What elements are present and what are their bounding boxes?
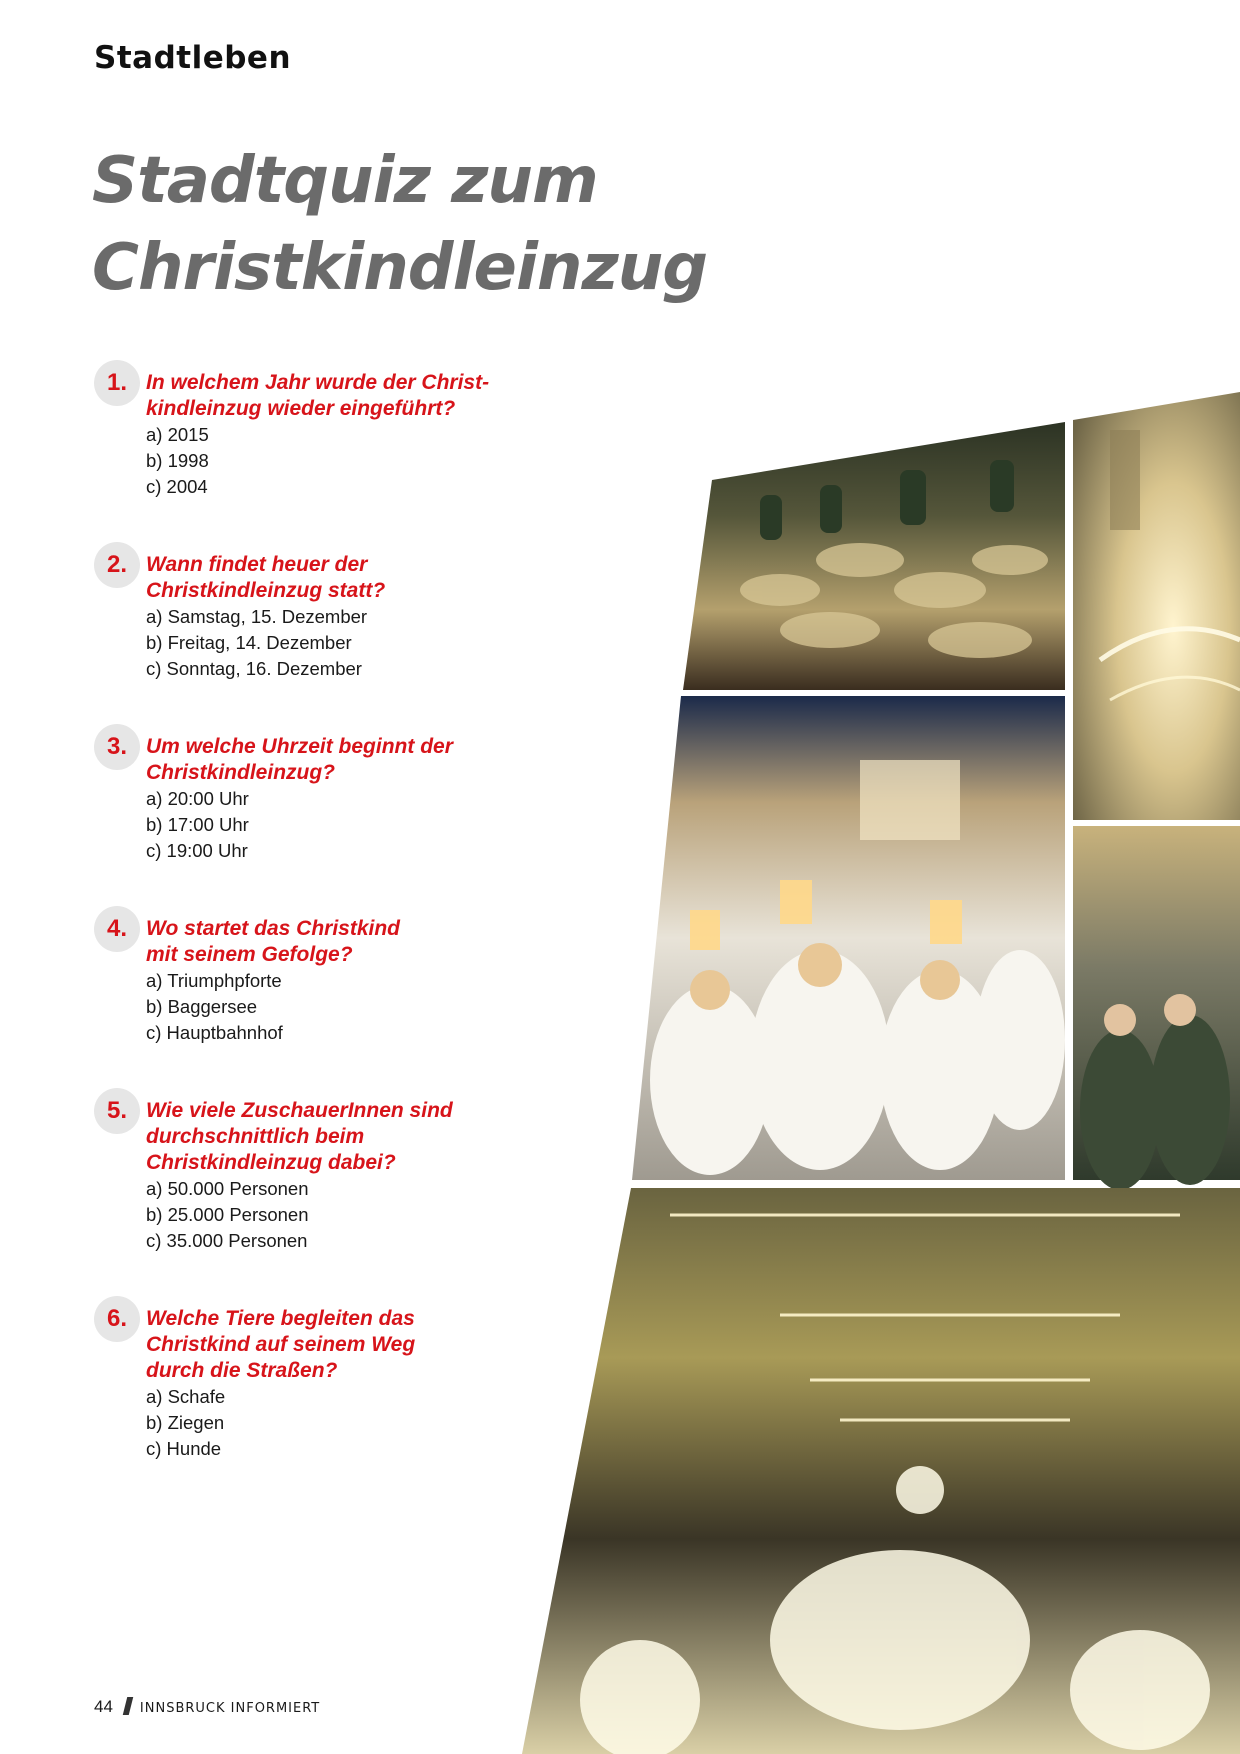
photo-angels-with-lanterns <box>632 696 1065 1180</box>
answer-options <box>146 1384 576 1462</box>
question-number-badge: 3. <box>94 724 140 770</box>
answer-option-b: b) 1998 <box>146 450 209 471</box>
answer-option-a: a) Samstag, 15. Dezember <box>146 606 368 627</box>
page-title-line-1: Stadtquiz zum <box>92 144 598 218</box>
question-text <box>146 734 576 786</box>
photo-christmas-lights-detail <box>1073 392 1240 820</box>
page-title <box>92 138 712 312</box>
question-text <box>146 370 576 422</box>
answer-option-a: a) 2015 <box>146 424 209 445</box>
page-footer <box>94 1697 320 1717</box>
question-number-badge: 4. <box>94 906 140 952</box>
question-text <box>146 916 576 968</box>
answer-options <box>146 968 576 1046</box>
question-line: durch die Straßen? <box>146 1359 338 1382</box>
question-text <box>146 552 576 604</box>
question-line: Wann findet heuer der <box>146 553 368 576</box>
slash-divider <box>123 1697 133 1715</box>
question-line: In welchem Jahr wurde der Christ- <box>146 371 490 394</box>
question-line: Wie viele ZuschauerInnen sind <box>146 1099 453 1122</box>
answer-option-c: c) Sonntag, 16. Dezember <box>146 658 362 679</box>
question-line: durchschnittlich beim <box>146 1125 365 1148</box>
answer-option-b: b) 17:00 Uhr <box>146 814 249 835</box>
answer-option-b: b) Baggersee <box>146 996 258 1017</box>
question-line: Christkindleinzug statt? <box>146 579 386 602</box>
answer-option-a: a) Triumphpforte <box>146 970 282 991</box>
question-number-badge: 1. <box>94 360 140 406</box>
page-title-line-2: Christkindleinzug <box>92 231 708 305</box>
question-number-badge: 2. <box>94 542 140 588</box>
page-number: 44 <box>94 1697 113 1716</box>
question-number-badge: 5. <box>94 1088 140 1134</box>
question-text <box>146 1098 576 1176</box>
answer-option-b: b) Freitag, 14. Dezember <box>146 632 352 653</box>
answer-option-a: a) Schafe <box>146 1386 226 1407</box>
photo-christkind-float-street <box>522 1188 1240 1754</box>
answer-options <box>146 422 576 500</box>
answer-option-c: c) Hauptbahnhof <box>146 1022 283 1043</box>
photo-shepherd-children <box>1073 826 1240 1190</box>
question-text <box>146 1306 576 1384</box>
answer-option-a: a) 20:00 Uhr <box>146 788 249 809</box>
answer-option-b: b) 25.000 Personen <box>146 1204 309 1225</box>
question-line: Christkindleinzug dabei? <box>146 1151 396 1174</box>
section-label: Stadtleben <box>94 40 292 76</box>
question-line: mit seinem Gefolge? <box>146 943 353 966</box>
answer-options <box>146 604 576 682</box>
question-line: Wo startet das Christkind <box>146 917 400 940</box>
answer-option-a: a) 50.000 Personen <box>146 1178 309 1199</box>
question-line: kindleinzug wieder eingeführt? <box>146 397 456 420</box>
answer-option-c: c) 35.000 Personen <box>146 1230 308 1251</box>
answer-option-c: c) 19:00 Uhr <box>146 840 248 861</box>
question-line: Um welche Uhrzeit beginnt der <box>146 735 453 758</box>
photo-sheep-procession <box>683 422 1065 690</box>
answer-options <box>146 786 576 864</box>
answer-options <box>146 1176 576 1254</box>
answer-option-c: c) 2004 <box>146 476 208 497</box>
answer-option-b: b) Ziegen <box>146 1412 225 1433</box>
question-number-badge: 6. <box>94 1296 140 1342</box>
question-line: Christkind auf seinem Weg <box>146 1333 416 1356</box>
question-line: Welche Tiere begleiten das <box>146 1307 415 1330</box>
magazine-name: INNSBRUCK INFORMIERT <box>139 1701 321 1716</box>
answer-option-c: c) Hunde <box>146 1438 222 1459</box>
question-line: Christkindleinzug? <box>146 761 335 784</box>
